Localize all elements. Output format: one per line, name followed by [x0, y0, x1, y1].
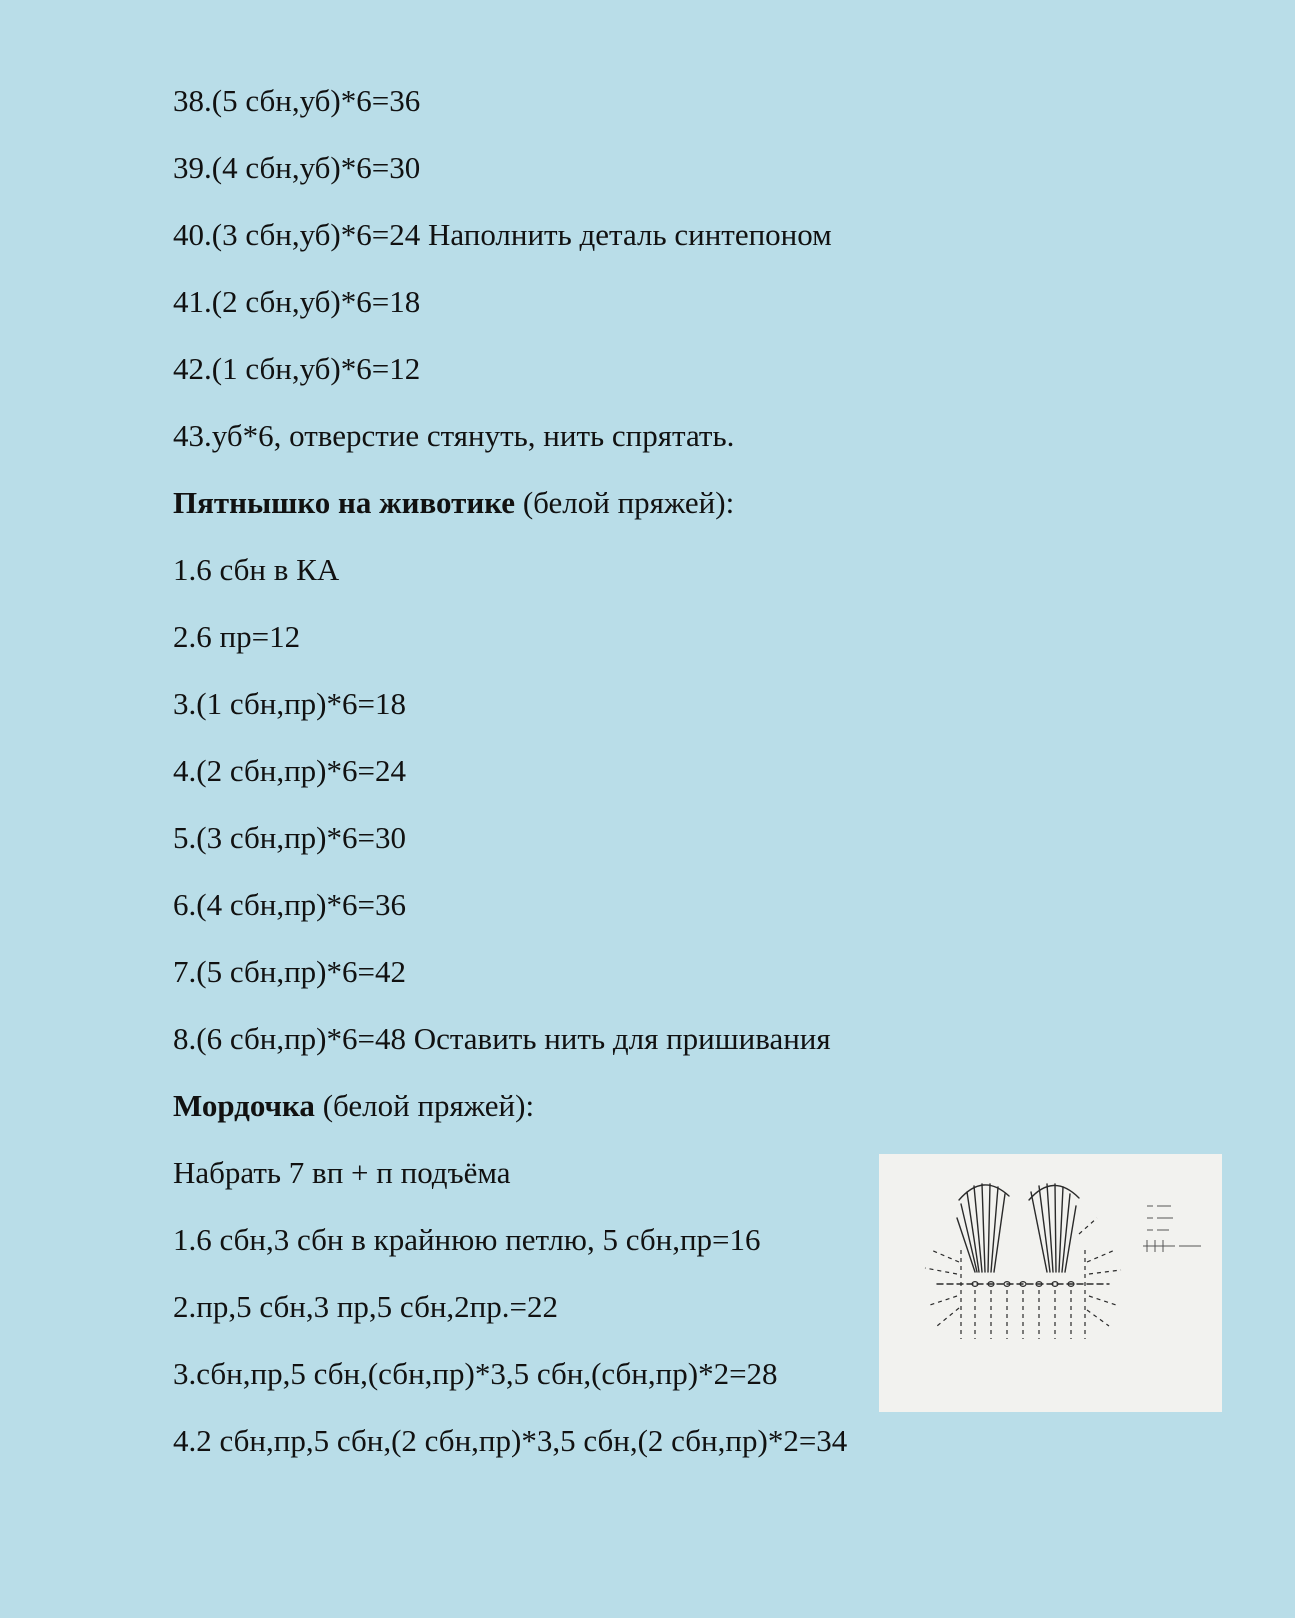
belly-row-5: 5.(3 сбн,пр)*6=30: [173, 820, 406, 855]
belly-row-3: 3.(1 сбн,пр)*6=18: [173, 686, 406, 721]
pattern-row-38: 38.(5 сбн,уб)*6=36: [173, 83, 421, 118]
section-heading-belly-bold: Пятнышко на животике: [173, 485, 516, 520]
belly-row-1: 1.6 сбн в КА: [173, 552, 340, 587]
section-heading-belly: [173, 486, 1253, 519]
muzzle-row-0: Набрать 7 вп + п подъёма: [173, 1155, 511, 1190]
belly-row-6: 6.(4 сбн,пр)*6=36: [173, 887, 406, 922]
crochet-chart-image: [879, 1154, 1222, 1412]
section-heading-muzzle-rest: (белой пряжей):: [314, 1088, 535, 1123]
belly-row-2: 2.6 пр=12: [173, 619, 301, 654]
section-heading-belly-rest: (белой пряжей):: [515, 485, 735, 520]
muzzle-row-4: 4.2 сбн,пр,5 сбн,(2 сбн,пр)*3,5 сбн,(2 сбн,пр)*2=34: [173, 1423, 848, 1458]
belly-row-8: 8.(6 сбн,пр)*6=48 Оставить нить для пришивания: [173, 1021, 831, 1056]
belly-row-4: 4.(2 сбн,пр)*6=24: [173, 753, 406, 788]
pattern-row-42: 42.(1 сбн,уб)*6=12: [173, 351, 421, 386]
muzzle-row-2: 2.пр,5 сбн,3 пр,5 сбн,2пр.=22: [173, 1289, 559, 1324]
pattern-row-40: 40.(3 сбн,уб)*6=24 Наполнить деталь синтепоном: [173, 217, 832, 252]
pattern-row-41: 41.(2 сбн,уб)*6=18: [173, 284, 421, 319]
pattern-row-43: 43.уб*6, отверстие стянуть, нить спрятать.: [173, 418, 735, 453]
crochet-chart-drawing: [879, 1154, 1222, 1412]
muzzle-row-3: 3.сбн,пр,5 сбн,(сбн,пр)*3,5 сбн,(сбн,пр)*2=28: [173, 1356, 778, 1391]
section-heading-muzzle: [173, 1089, 1253, 1122]
section-heading-muzzle-bold: Мордочка: [173, 1088, 315, 1123]
pattern-row-39: 39.(4 сбн,уб)*6=30: [173, 150, 421, 185]
muzzle-row-1: 1.6 сбн,3 сбн в крайнюю петлю, 5 сбн,пр=16: [173, 1222, 761, 1257]
belly-row-7: 7.(5 сбн,пр)*6=42: [173, 954, 406, 989]
